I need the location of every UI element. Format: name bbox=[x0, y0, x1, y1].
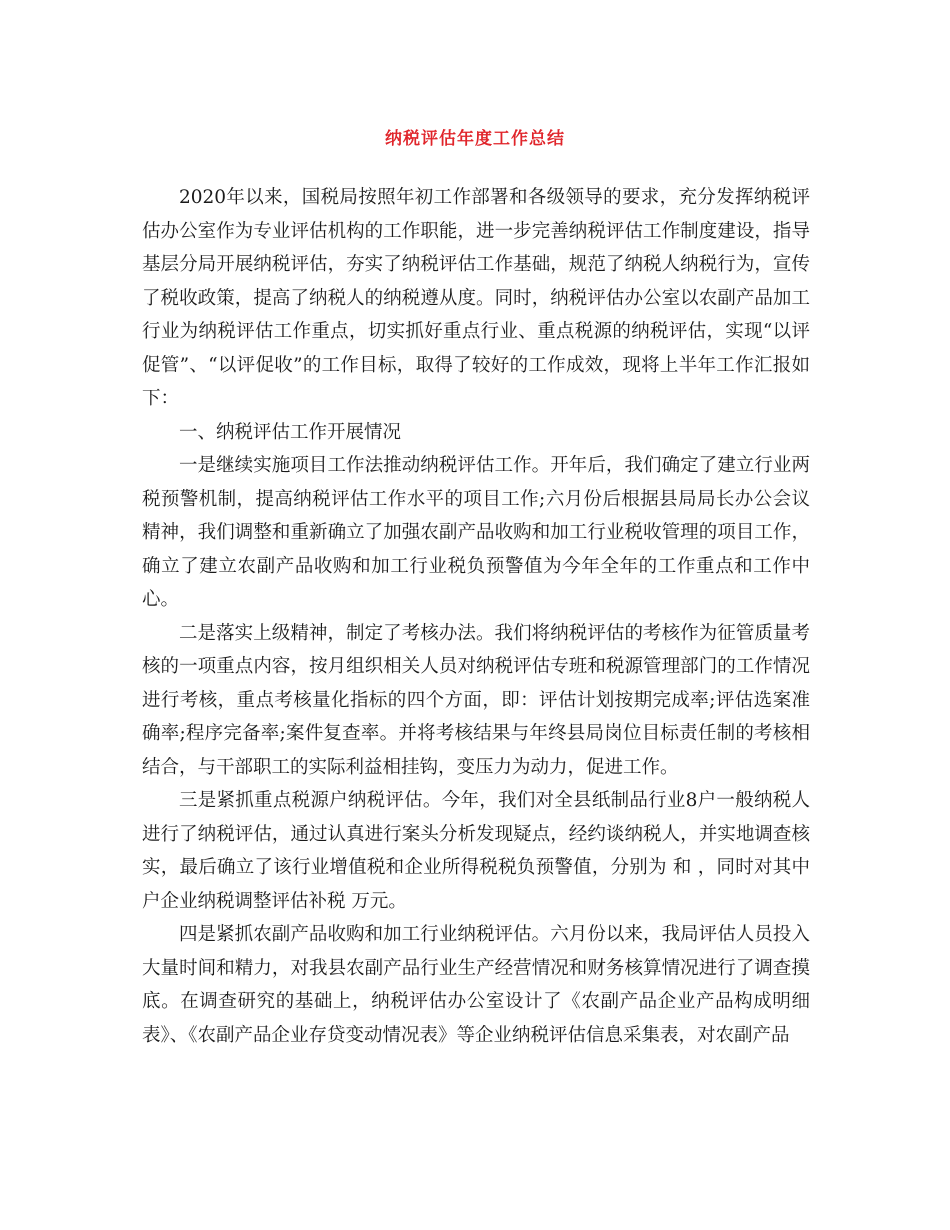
paragraph-key-taxpayers: 三是紧抓重点税源户纳税评估。今年，我们对全县纸制品行业8户一般纳税人进行了纳税评估，通过认真进行案头分析发现疑点，经约谈纳税人，并实地调查核实，最后确立了该行业增值税和企业所得税税负预警值，分别为 和 ，同时对其中户企业纳税调整评估补税 万元。 bbox=[142, 790, 810, 912]
paragraph-assessment-rules: 二是落实上级精神，制定了考核办法。我们将纳税评估的考核作为征管质量考核的一项重点内容，按月组织相关人员对纳税评估专班和税源管理部门的工作情况进行考核，重点考核量化指标的四个方面，即：评估计划按期完成率;评估选案准确率;程序完备率;案件复查率。并将考核结果与年终县局岗位目标责任制的考核相结合，与干部职工的实际利益相挂钩，变压力为动力，促进工作。 bbox=[142, 622, 810, 778]
section-heading-1: 一、纳税评估工作开展情况 bbox=[179, 421, 402, 443]
paragraph-agricultural-products: 四是紧抓农副产品收购和加工行业纳税评估。六月份以来，我局评估人员投入大量时间和精力，对我县农副产品行业生产经营情况和财务核算情况进行了调查摸底。在调查研究的基础上，纳税评估办公室设计了《农副产品企业产品构成明细表》、《农副产品企业存贷变动情况表》等企业纳税评估信息采集表，对农副产品 bbox=[142, 924, 810, 1046]
paragraph-intro: 2020年以来，国税局按照年初工作部署和各级领导的要求，充分发挥纳税评估办公室作为专业评估机构的工作职能，进一步完善纳税评估工作制度建设，指导基层分局开展纳税评估，夯实了纳税评估工作基础，规范了纳税人纳税行为，宣传了税收政策，提高了纳税人的纳税遵从度。同时，纳税评估办公室以农副产品加工行业为纳税评估工作重点，切实抓好重点行业、重点税源的纳税评估，实现“以评促管”、“以评促收”的工作目标，取得了较好的工作成效，现将上半年工作汇报如下： bbox=[142, 187, 810, 409]
document-title: 纳税评估年度工作总结 bbox=[385, 129, 565, 149]
document-body bbox=[142, 181, 810, 1052]
paragraph-project-method: 一是继续实施项目工作法推动纳税评估工作。开年后，我们确定了建立行业两税预警机制，提高纳税评估工作水平的项目工作;六月份后根据县局局长办公会议精神，我们调整和重新确立了加强农副产品收购和加工行业税收管理的项目工作，确立了建立农副产品收购和加工行业税负预警值为今年全年的工作重点和工作中心。 bbox=[142, 455, 810, 610]
